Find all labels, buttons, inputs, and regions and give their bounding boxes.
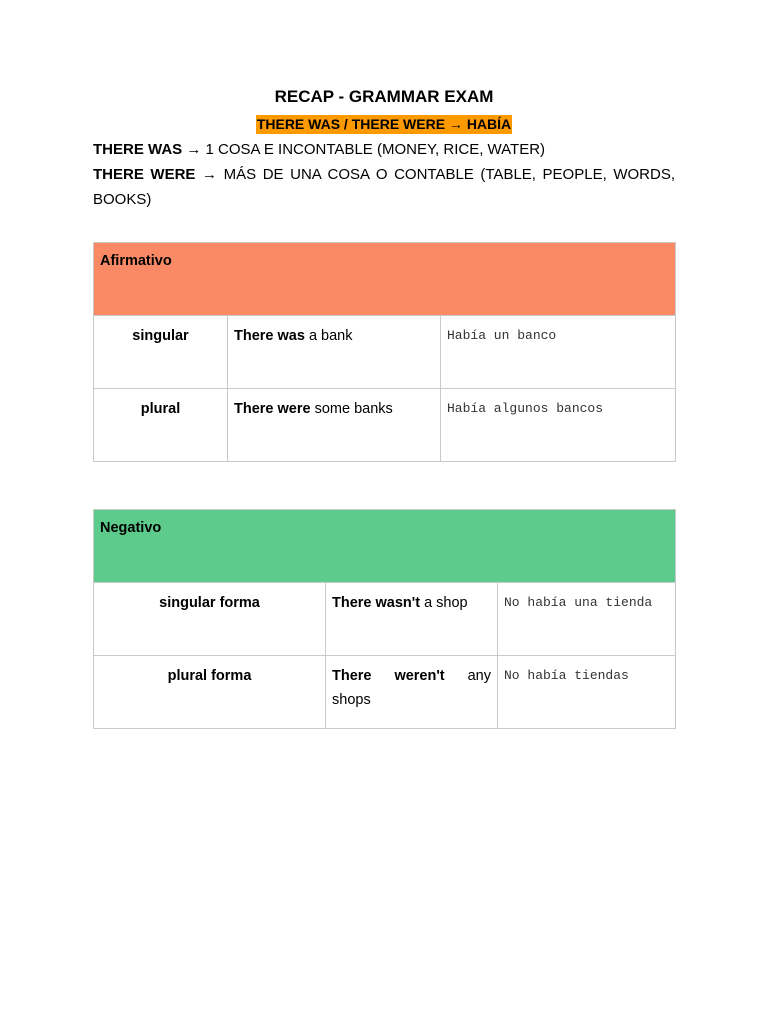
- negativo-table: [93, 509, 676, 729]
- afirmativo-table: [93, 242, 676, 462]
- row-label: singular: [94, 316, 228, 389]
- spanish-translation: Había un banco: [441, 316, 676, 389]
- rule-term: THERE WERE: [93, 166, 196, 183]
- rule-there-was: [93, 137, 675, 162]
- english-sentence: [326, 583, 498, 656]
- sentence-bold: There wasn't: [332, 595, 421, 611]
- table-row: [94, 583, 676, 656]
- english-sentence: [228, 316, 441, 389]
- table-row: [94, 656, 676, 729]
- sentence-rest: any shops: [332, 668, 491, 708]
- sentence-bold: There was: [234, 328, 305, 344]
- spanish-translation: No había tiendas: [498, 656, 676, 729]
- sentence-rest: some banks: [310, 401, 393, 417]
- english-sentence: [228, 389, 441, 462]
- sentence-bold: There weren't: [332, 668, 445, 684]
- row-label: singular forma: [94, 583, 326, 656]
- rule-text: → MÁS DE UNA COSA O CONTABLE (TABLE, PEOPLE, WORDS, BOOKS): [93, 166, 675, 208]
- row-label: plural forma: [94, 656, 326, 729]
- sentence-bold: There were: [234, 401, 311, 417]
- table-row: [94, 389, 676, 462]
- english-sentence: [326, 656, 498, 729]
- spanish-translation: Había algunos bancos: [441, 389, 676, 462]
- sentence-rest: a shop: [420, 595, 468, 611]
- table-row: [94, 316, 676, 389]
- rule-there-were: [93, 162, 675, 212]
- rule-term: THERE WAS: [93, 141, 183, 158]
- afirmativo-header: Afirmativo: [94, 243, 676, 316]
- negativo-header: Negativo: [94, 510, 676, 583]
- subtitle-container: [0, 115, 768, 134]
- sentence-rest: a bank: [304, 328, 353, 344]
- page-title: RECAP - GRAMMAR EXAM: [274, 87, 494, 106]
- highlighted-subtitle: THERE WAS / THERE WERE → HABÍA: [256, 116, 512, 132]
- spanish-translation: No había una tienda: [498, 583, 676, 656]
- row-label: plural: [94, 389, 228, 462]
- rule-text: → 1 COSA E INCONTABLE (MONEY, RICE, WATER): [182, 141, 546, 158]
